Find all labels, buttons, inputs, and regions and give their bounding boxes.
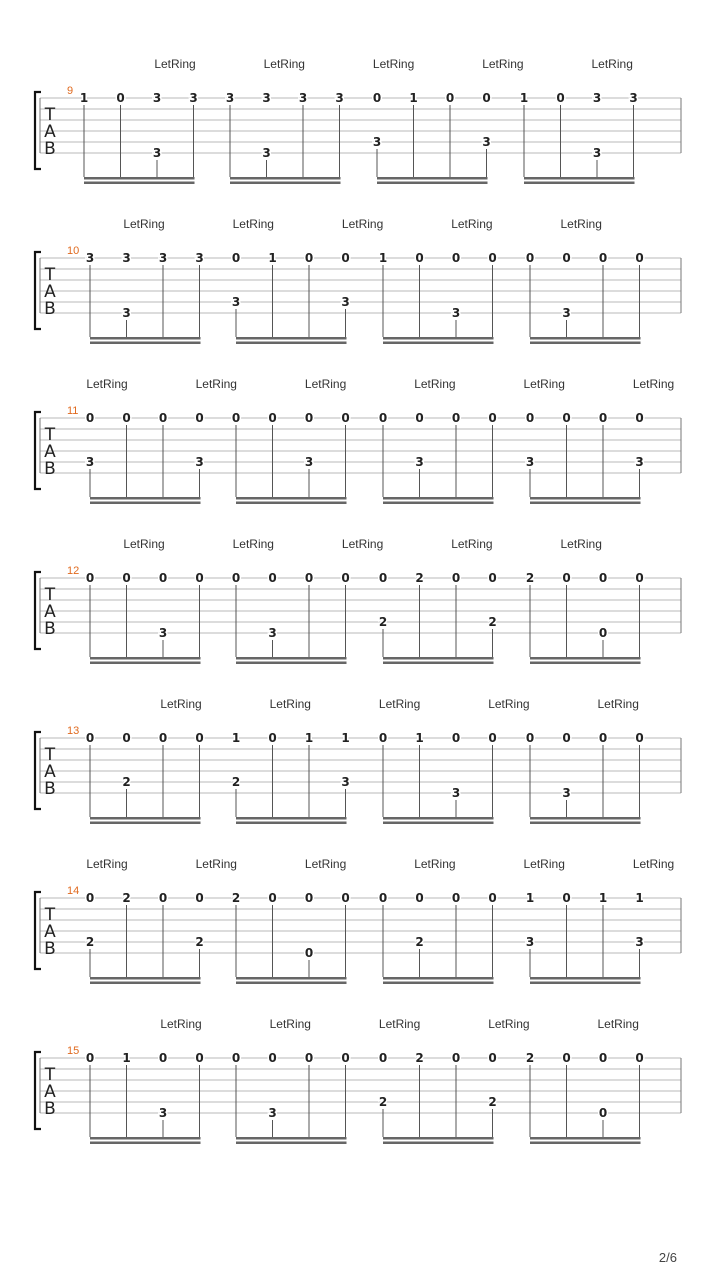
fret-number: 0 — [304, 411, 314, 425]
tab-clef-letter: T — [44, 105, 56, 125]
fret-number: 1 — [378, 251, 388, 265]
fret-number: 3 — [189, 91, 198, 105]
fret-number: 3 — [158, 251, 168, 265]
fret-number: 0 — [562, 411, 571, 425]
beam — [236, 1142, 347, 1145]
fret-number: 0 — [488, 1051, 497, 1065]
tab-clef-letter: T — [44, 745, 56, 765]
fret-number: 0 — [556, 91, 565, 105]
fret-number: 0 — [598, 1051, 608, 1065]
fret-number: 3 — [225, 91, 235, 105]
fret-number: 2 — [231, 775, 241, 789]
fret-number: 0 — [158, 891, 168, 905]
let-ring-label: LetRing — [560, 217, 602, 231]
beam — [383, 497, 494, 500]
beam — [530, 502, 641, 505]
beam — [90, 342, 201, 345]
fret-number: 0 — [378, 411, 388, 425]
fret-number: 0 — [85, 571, 95, 585]
fret-number: 0 — [488, 731, 497, 745]
fret-number: 3 — [451, 786, 461, 800]
tab-clef-letter: B — [44, 1099, 56, 1119]
fret-number: 3 — [122, 306, 131, 320]
tab-clef-letter: A — [44, 922, 56, 942]
fret-number: 0 — [122, 571, 131, 585]
fret-number: 0 — [304, 946, 314, 960]
beam — [530, 657, 641, 660]
let-ring-label: LetRing — [523, 857, 565, 871]
beam — [236, 662, 347, 665]
tab-clef-letter: T — [44, 905, 56, 925]
let-ring-label: LetRing — [560, 537, 602, 551]
fret-number: 0 — [635, 251, 644, 265]
fret-number: 0 — [158, 571, 168, 585]
beam — [530, 977, 641, 980]
fret-number: 2 — [195, 935, 204, 949]
fret-number: 1 — [635, 891, 644, 905]
fret-number: 3 — [562, 306, 571, 320]
fret-number: 3 — [451, 306, 461, 320]
let-ring-label: LetRing — [304, 857, 347, 871]
tab-clef-letter: A — [44, 602, 56, 622]
let-ring-label: LetRing — [632, 857, 675, 871]
let-ring-label: LetRing — [123, 217, 165, 231]
beam — [236, 497, 347, 500]
fret-number: 1 — [268, 251, 277, 265]
fret-number: 3 — [629, 91, 638, 105]
let-ring-label: LetRing — [414, 857, 456, 871]
fret-number: 1 — [525, 891, 535, 905]
fret-number: 0 — [372, 91, 382, 105]
fret-number: 0 — [378, 731, 388, 745]
fret-number: 3 — [85, 455, 95, 469]
beam — [530, 342, 641, 345]
tab-clef-letter: A — [44, 442, 56, 462]
fret-number: 1 — [415, 731, 424, 745]
beam — [90, 1142, 201, 1145]
fret-number: 3 — [592, 91, 602, 105]
let-ring-label: LetRing — [154, 57, 196, 71]
fret-number: 3 — [262, 91, 271, 105]
fret-number: 0 — [341, 411, 350, 425]
fret-number: 0 — [341, 891, 350, 905]
fret-number: 2 — [488, 615, 497, 629]
fret-number: 0 — [562, 571, 571, 585]
let-ring-label: LetRing — [232, 217, 274, 231]
fret-number: 0 — [341, 1051, 350, 1065]
fret-number: 0 — [195, 731, 204, 745]
fret-number: 0 — [451, 1051, 461, 1065]
fret-number: 0 — [195, 891, 204, 905]
fret-number: 0 — [415, 411, 424, 425]
fret-number: 3 — [335, 91, 344, 105]
beam — [236, 657, 347, 660]
fret-number: 3 — [268, 1106, 277, 1120]
fret-number: 2 — [378, 615, 388, 629]
fret-number: 3 — [562, 786, 571, 800]
fret-number: 3 — [341, 775, 350, 789]
fret-number: 0 — [415, 891, 424, 905]
fret-number: 3 — [415, 455, 424, 469]
let-ring-label: LetRing — [263, 57, 305, 71]
let-ring-label: LetRing — [632, 377, 675, 391]
let-ring-label: LetRing — [378, 697, 421, 711]
fret-number: 3 — [298, 91, 308, 105]
fret-number: 0 — [635, 1051, 644, 1065]
beam — [383, 1137, 494, 1140]
fret-number: 3 — [152, 146, 162, 160]
tab-clef-letter: B — [44, 299, 56, 319]
tab-clef-letter: B — [44, 459, 56, 479]
fret-number: 2 — [415, 935, 424, 949]
fret-number: 0 — [231, 1051, 241, 1065]
fret-number: 0 — [304, 891, 314, 905]
fret-number: 3 — [231, 295, 241, 309]
fret-number: 0 — [525, 251, 535, 265]
fret-number: 0 — [268, 411, 277, 425]
let-ring-label: LetRing — [86, 377, 128, 391]
beam — [236, 502, 347, 505]
fret-number: 0 — [635, 411, 644, 425]
fret-number: 3 — [262, 146, 271, 160]
beam — [383, 502, 494, 505]
fret-number: 2 — [488, 1095, 497, 1109]
beam — [377, 177, 488, 180]
fret-number: 3 — [195, 251, 204, 265]
fret-number: 0 — [122, 731, 131, 745]
tab-clef-letter: T — [44, 425, 56, 445]
fret-number: 3 — [525, 455, 535, 469]
fret-number: 0 — [158, 411, 168, 425]
fret-number: 0 — [562, 1051, 571, 1065]
fret-number: 0 — [482, 91, 491, 105]
beam — [530, 497, 641, 500]
beam — [90, 1137, 201, 1140]
beam — [383, 977, 494, 980]
beam — [236, 1137, 347, 1140]
fret-number: 2 — [415, 1051, 424, 1065]
beam — [383, 662, 494, 665]
beam — [383, 817, 494, 820]
beam — [90, 977, 201, 980]
measure-number: 10 — [67, 245, 80, 257]
beam — [383, 982, 494, 985]
fret-number: 3 — [635, 455, 644, 469]
fret-number: 1 — [79, 91, 89, 105]
fret-number: 0 — [378, 1051, 388, 1065]
fret-number: 0 — [341, 251, 350, 265]
fret-number: 0 — [304, 571, 314, 585]
fret-number: 2 — [415, 571, 424, 585]
fret-number: 3 — [152, 91, 162, 105]
let-ring-label: LetRing — [523, 377, 565, 391]
fret-number: 0 — [85, 891, 95, 905]
fret-number: 3 — [341, 295, 350, 309]
fret-number: 0 — [304, 251, 314, 265]
fret-number: 0 — [158, 731, 168, 745]
fret-number: 0 — [451, 571, 461, 585]
fret-number: 0 — [598, 731, 608, 745]
fret-number: 0 — [488, 411, 497, 425]
tab-clef-letter: T — [44, 1065, 56, 1085]
beam — [90, 982, 201, 985]
fret-number: 0 — [195, 1051, 204, 1065]
fret-number: 2 — [525, 571, 535, 585]
fret-number: 1 — [231, 731, 241, 745]
fret-number: 0 — [268, 731, 277, 745]
let-ring-label: LetRing — [597, 697, 639, 711]
fret-number: 1 — [519, 91, 529, 105]
beam — [524, 177, 635, 180]
beam — [383, 822, 494, 825]
let-ring-label: LetRing — [451, 217, 493, 231]
let-ring-label: LetRing — [304, 377, 347, 391]
beam — [383, 337, 494, 340]
fret-number: 1 — [409, 91, 418, 105]
fret-number: 1 — [122, 1051, 131, 1065]
fret-number: 2 — [231, 891, 241, 905]
beam — [524, 182, 635, 185]
let-ring-label: LetRing — [414, 377, 456, 391]
beam — [530, 982, 641, 985]
tab-clef-letter: B — [44, 779, 56, 799]
tab-clef-letter: B — [44, 619, 56, 639]
fret-number: 2 — [85, 935, 95, 949]
beam — [530, 337, 641, 340]
fret-number: 0 — [195, 411, 204, 425]
fret-number: 0 — [268, 891, 277, 905]
let-ring-label: LetRing — [378, 1017, 421, 1031]
let-ring-label: LetRing — [488, 697, 530, 711]
tab-clef-letter: A — [44, 282, 56, 302]
beam — [90, 662, 201, 665]
let-ring-label: LetRing — [232, 537, 274, 551]
beam — [236, 822, 347, 825]
fret-number: 0 — [116, 91, 125, 105]
fret-number: 0 — [231, 571, 241, 585]
fret-number: 0 — [268, 571, 277, 585]
beam — [236, 982, 347, 985]
let-ring-label: LetRing — [482, 57, 524, 71]
measure-number: 13 — [67, 725, 80, 737]
fret-number: 1 — [304, 731, 314, 745]
fret-number: 3 — [122, 251, 131, 265]
beam — [530, 1137, 641, 1140]
fret-number: 3 — [85, 251, 95, 265]
fret-number: 0 — [304, 1051, 314, 1065]
beam — [84, 177, 195, 180]
fret-number: 0 — [598, 626, 608, 640]
beam — [530, 662, 641, 665]
let-ring-label: LetRing — [451, 537, 493, 551]
tab-clef-letter: A — [44, 1082, 56, 1102]
let-ring-label: LetRing — [269, 697, 311, 711]
fret-number: 0 — [488, 571, 497, 585]
fret-number: 1 — [341, 731, 350, 745]
fret-number: 0 — [562, 891, 571, 905]
beam — [383, 342, 494, 345]
measure-number: 14 — [67, 885, 80, 897]
let-ring-label: LetRing — [341, 217, 384, 231]
beam — [236, 337, 347, 340]
fret-number: 3 — [304, 455, 314, 469]
fret-number: 3 — [592, 146, 602, 160]
fret-number: 3 — [158, 626, 168, 640]
tab-clef-letter: T — [44, 265, 56, 285]
fret-number: 0 — [451, 251, 461, 265]
fret-number: 0 — [451, 731, 461, 745]
fret-number: 0 — [598, 251, 608, 265]
tab-clef-letter: A — [44, 122, 56, 142]
fret-number: 0 — [85, 1051, 95, 1065]
fret-number: 0 — [525, 411, 535, 425]
beam — [230, 182, 341, 185]
fret-number: 2 — [525, 1051, 535, 1065]
fret-number: 0 — [635, 731, 644, 745]
fret-number: 3 — [268, 626, 277, 640]
let-ring-label: LetRing — [160, 1017, 202, 1031]
fret-number: 0 — [598, 571, 608, 585]
tab-clef-letter: B — [44, 139, 56, 159]
beam — [84, 182, 195, 185]
beam — [530, 1142, 641, 1145]
fret-number: 1 — [598, 891, 608, 905]
fret-number: 0 — [488, 251, 497, 265]
fret-number: 0 — [598, 1106, 608, 1120]
beam — [236, 977, 347, 980]
beam — [530, 817, 641, 820]
beam — [236, 817, 347, 820]
fret-number: 3 — [158, 1106, 168, 1120]
beam — [90, 817, 201, 820]
beam — [377, 182, 488, 185]
let-ring-label: LetRing — [123, 537, 165, 551]
fret-number: 0 — [268, 1051, 277, 1065]
fret-number: 3 — [195, 455, 204, 469]
beam — [90, 502, 201, 505]
fret-number: 3 — [635, 935, 644, 949]
fret-number: 0 — [445, 91, 455, 105]
beam — [383, 657, 494, 660]
let-ring-label: LetRing — [341, 537, 384, 551]
let-ring-label: LetRing — [195, 377, 237, 391]
beam — [90, 657, 201, 660]
beam — [90, 822, 201, 825]
let-ring-label: LetRing — [591, 57, 633, 71]
measure-number: 12 — [67, 565, 80, 577]
beam — [230, 177, 341, 180]
fret-number: 0 — [85, 411, 95, 425]
measure-number: 11 — [67, 405, 79, 417]
fret-number: 0 — [451, 411, 461, 425]
fret-number: 0 — [488, 891, 497, 905]
beam — [530, 822, 641, 825]
fret-number: 0 — [562, 731, 571, 745]
let-ring-label: LetRing — [86, 857, 128, 871]
tab-clef-letter: T — [44, 585, 56, 605]
fret-number: 0 — [562, 251, 571, 265]
let-ring-label: LetRing — [488, 1017, 530, 1031]
measure-number: 15 — [67, 1045, 80, 1057]
fret-number: 3 — [525, 935, 535, 949]
fret-number: 0 — [85, 731, 95, 745]
tab-clef-letter: B — [44, 939, 56, 959]
fret-number: 0 — [451, 891, 461, 905]
fret-number: 0 — [195, 571, 204, 585]
measure-number: 9 — [67, 85, 74, 97]
fret-number: 2 — [122, 775, 131, 789]
let-ring-label: LetRing — [372, 57, 415, 71]
fret-number: 0 — [122, 411, 131, 425]
beam — [383, 1142, 494, 1145]
fret-number: 0 — [635, 571, 644, 585]
let-ring-label: LetRing — [160, 697, 202, 711]
tab-clef-letter: A — [44, 762, 56, 782]
fret-number: 0 — [341, 571, 350, 585]
let-ring-label: LetRing — [269, 1017, 311, 1031]
beam — [90, 337, 201, 340]
fret-number: 0 — [378, 571, 388, 585]
fret-number: 0 — [415, 251, 424, 265]
fret-number: 2 — [122, 891, 131, 905]
fret-number: 0 — [231, 251, 241, 265]
fret-number: 2 — [378, 1095, 388, 1109]
let-ring-label: LetRing — [597, 1017, 639, 1031]
let-ring-label: LetRing — [195, 857, 237, 871]
beam — [90, 497, 201, 500]
fret-number: 0 — [525, 731, 535, 745]
fret-number: 0 — [378, 891, 388, 905]
fret-number: 3 — [372, 135, 382, 149]
fret-number: 3 — [482, 135, 491, 149]
fret-number: 0 — [598, 411, 608, 425]
beam — [236, 342, 347, 345]
fret-number: 0 — [231, 411, 241, 425]
page-number: 2/6 — [658, 1250, 677, 1265]
fret-number: 0 — [158, 1051, 168, 1065]
